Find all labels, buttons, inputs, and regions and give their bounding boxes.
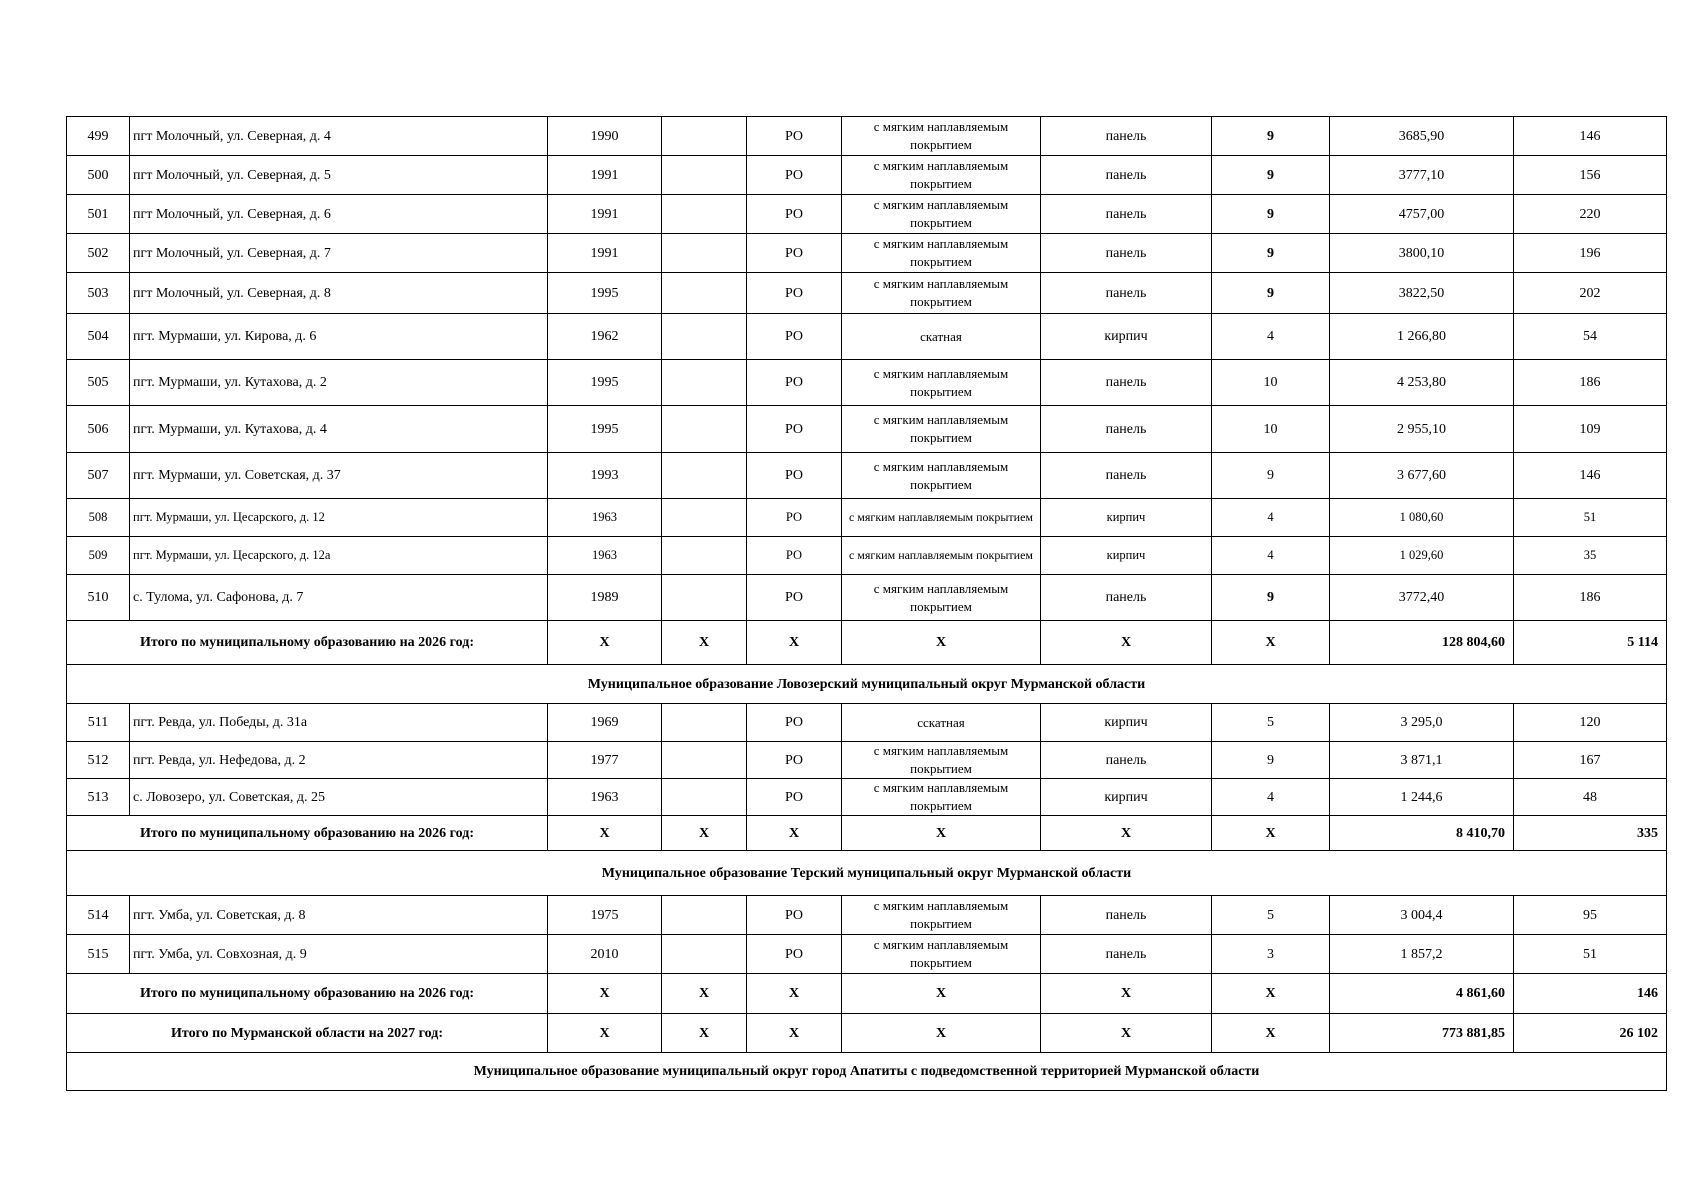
address-cell: пгт. Ревда, ул. Победы, д. 31а (130, 704, 548, 742)
area-cell: 3800,10 (1330, 234, 1514, 273)
floors-cell: 9 (1212, 453, 1330, 499)
total-area-cell: 128 804,60 (1330, 621, 1514, 665)
roof-type-cell: с мягким наплавляемым покрытием (842, 406, 1041, 453)
year-cell: 1990 (548, 117, 662, 156)
year-cell: 1995 (548, 360, 662, 406)
year-cell: 1991 (548, 234, 662, 273)
area-cell: 1 244,6 (1330, 779, 1514, 816)
total-row (67, 1014, 1667, 1053)
row-number: 514 (67, 896, 130, 935)
table-row (67, 453, 1667, 499)
section-title: Муниципальное образование Ловозерский муниципальный округ Мурманской области (67, 665, 1667, 704)
x-mark-cell: Х (662, 621, 747, 665)
residents-cell: 202 (1514, 273, 1667, 314)
residents-cell: 120 (1514, 704, 1667, 742)
empty-cell (662, 453, 747, 499)
owner-cell: РО (747, 314, 842, 360)
owner-cell: РО (747, 195, 842, 234)
total-row (67, 816, 1667, 851)
wall-material-cell: панель (1041, 935, 1212, 974)
year-cell: 1977 (548, 742, 662, 779)
address-cell: пгт. Мурмаши, ул. Кутахова, д. 4 (130, 406, 548, 453)
row-number: 501 (67, 195, 130, 234)
section-title: Муниципальное образование Терский муниципальный округ Мурманской области (67, 851, 1667, 896)
row-number: 509 (67, 537, 130, 575)
roof-type-cell: с мягким наплавляемым покрытием (842, 195, 1041, 234)
area-cell: 2 955,10 (1330, 406, 1514, 453)
section-header-row (67, 851, 1667, 896)
floors-cell: 4 (1212, 537, 1330, 575)
residents-cell: 51 (1514, 935, 1667, 974)
area-cell: 4757,00 (1330, 195, 1514, 234)
table-row (67, 360, 1667, 406)
x-mark-cell: Х (747, 974, 842, 1014)
floors-cell: 4 (1212, 499, 1330, 537)
x-mark-cell: Х (662, 974, 747, 1014)
total-row (67, 621, 1667, 665)
floors-cell: 9 (1212, 195, 1330, 234)
year-cell: 1993 (548, 453, 662, 499)
table-row (67, 779, 1667, 816)
roof-type-cell: с мягким наплавляемым покрытием (842, 499, 1041, 537)
table-row (67, 234, 1667, 273)
year-cell: 1963 (548, 499, 662, 537)
residents-cell: 54 (1514, 314, 1667, 360)
table-row (67, 195, 1667, 234)
row-number: 500 (67, 156, 130, 195)
floors-cell: 10 (1212, 360, 1330, 406)
x-mark-cell: Х (548, 816, 662, 851)
empty-cell (662, 742, 747, 779)
total-row (67, 974, 1667, 1014)
residents-cell: 146 (1514, 117, 1667, 156)
area-cell: 3 677,60 (1330, 453, 1514, 499)
empty-cell (662, 273, 747, 314)
year-cell: 1962 (548, 314, 662, 360)
wall-material-cell: панель (1041, 156, 1212, 195)
owner-cell: РО (747, 499, 842, 537)
roof-type-cell: скатная (842, 314, 1041, 360)
area-cell: 3 004,4 (1330, 896, 1514, 935)
wall-material-cell: панель (1041, 195, 1212, 234)
empty-cell (662, 195, 747, 234)
total-label: Итого по муниципальному образованию на 2026 год: (67, 974, 548, 1014)
x-mark-cell: Х (1041, 816, 1212, 851)
empty-cell (662, 314, 747, 360)
roof-type-cell: с мягким наплавляемым покрытием (842, 779, 1041, 816)
wall-material-cell: панель (1041, 234, 1212, 273)
address-cell: пгт Молочный, ул. Северная, д. 7 (130, 234, 548, 273)
owner-cell: РО (747, 453, 842, 499)
year-cell: 1991 (548, 195, 662, 234)
owner-cell: РО (747, 704, 842, 742)
year-cell: 1963 (548, 537, 662, 575)
address-cell: пгт Молочный, ул. Северная, д. 4 (130, 117, 548, 156)
owner-cell: РО (747, 742, 842, 779)
x-mark-cell: Х (1041, 621, 1212, 665)
x-mark-cell: Х (662, 816, 747, 851)
row-number: 515 (67, 935, 130, 974)
x-mark-cell: Х (1212, 621, 1330, 665)
area-cell: 3 295,0 (1330, 704, 1514, 742)
residents-cell: 146 (1514, 453, 1667, 499)
year-cell: 1963 (548, 779, 662, 816)
row-number: 512 (67, 742, 130, 779)
table-row (67, 314, 1667, 360)
wall-material-cell: кирпич (1041, 779, 1212, 816)
x-mark-cell: Х (662, 1014, 747, 1053)
floors-cell: 4 (1212, 314, 1330, 360)
section-header-row (67, 665, 1667, 704)
total-label: Итого по муниципальному образованию на 2026 год: (67, 621, 548, 665)
table-row (67, 704, 1667, 742)
year-cell: 1989 (548, 575, 662, 621)
address-cell: пгт Молочный, ул. Северная, д. 6 (130, 195, 548, 234)
floors-cell: 9 (1212, 273, 1330, 314)
empty-cell (662, 704, 747, 742)
roof-type-cell: с мягким наплавляемым покрытием (842, 453, 1041, 499)
wall-material-cell: панель (1041, 742, 1212, 779)
residents-cell: 167 (1514, 742, 1667, 779)
residents-cell: 186 (1514, 575, 1667, 621)
total-area-cell: 8 410,70 (1330, 816, 1514, 851)
row-number: 503 (67, 273, 130, 314)
row-number: 504 (67, 314, 130, 360)
floors-cell: 4 (1212, 779, 1330, 816)
area-cell: 1 857,2 (1330, 935, 1514, 974)
empty-cell (662, 117, 747, 156)
roof-type-cell: с мягким наплавляемым покрытием (842, 742, 1041, 779)
roof-type-cell: с мягким наплавляемым покрытием (842, 273, 1041, 314)
row-number: 507 (67, 453, 130, 499)
section-header-row (67, 1053, 1667, 1091)
empty-cell (662, 156, 747, 195)
x-mark-cell: Х (747, 816, 842, 851)
row-number: 506 (67, 406, 130, 453)
floors-cell: 9 (1212, 156, 1330, 195)
floors-cell: 5 (1212, 896, 1330, 935)
residents-cell: 220 (1514, 195, 1667, 234)
area-cell: 4 253,80 (1330, 360, 1514, 406)
owner-cell: РО (747, 575, 842, 621)
address-cell: пгт. Умба, ул. Советская, д. 8 (130, 896, 548, 935)
roof-type-cell: с мягким наплавляемым покрытием (842, 117, 1041, 156)
total-residents-cell: 5 114 (1514, 621, 1667, 665)
roof-type-cell: сскатная (842, 704, 1041, 742)
owner-cell: РО (747, 273, 842, 314)
row-number: 499 (67, 117, 130, 156)
year-cell: 1969 (548, 704, 662, 742)
residents-cell: 35 (1514, 537, 1667, 575)
section-title: Муниципальное образование муниципальный округ город Апатиты с подведомственной территорией Мурманской области (67, 1053, 1667, 1091)
address-cell: пгт Молочный, ул. Северная, д. 8 (130, 273, 548, 314)
x-mark-cell: Х (548, 974, 662, 1014)
floors-cell: 9 (1212, 575, 1330, 621)
wall-material-cell: кирпич (1041, 499, 1212, 537)
address-cell: пгт. Мурмаши, ул. Кутахова, д. 2 (130, 360, 548, 406)
floors-cell: 9 (1212, 742, 1330, 779)
table-row (67, 537, 1667, 575)
area-cell: 3685,90 (1330, 117, 1514, 156)
total-label: Итого по Мурманской области на 2027 год: (67, 1014, 548, 1053)
roof-type-cell: с мягким наплавляемым покрытием (842, 537, 1041, 575)
floors-cell: 10 (1212, 406, 1330, 453)
area-cell: 1 080,60 (1330, 499, 1514, 537)
table-row (67, 117, 1667, 156)
address-cell: пгт. Мурмаши, ул. Цесарского, д. 12 (130, 499, 548, 537)
wall-material-cell: панель (1041, 453, 1212, 499)
residents-cell: 156 (1514, 156, 1667, 195)
address-cell: пгт Молочный, ул. Северная, д. 5 (130, 156, 548, 195)
total-label: Итого по муниципальному образованию на 2026 год: (67, 816, 548, 851)
owner-cell: РО (747, 779, 842, 816)
area-cell: 1 266,80 (1330, 314, 1514, 360)
owner-cell: РО (747, 360, 842, 406)
wall-material-cell: кирпич (1041, 704, 1212, 742)
row-number: 511 (67, 704, 130, 742)
address-cell: пгт. Мурмаши, ул. Кирова, д. 6 (130, 314, 548, 360)
year-cell: 1995 (548, 406, 662, 453)
area-cell: 3777,10 (1330, 156, 1514, 195)
row-number: 508 (67, 499, 130, 537)
residents-cell: 186 (1514, 360, 1667, 406)
address-cell: пгт. Ревда, ул. Нефедова, д. 2 (130, 742, 548, 779)
owner-cell: РО (747, 537, 842, 575)
empty-cell (662, 575, 747, 621)
wall-material-cell: панель (1041, 117, 1212, 156)
address-cell: пгт. Мурмаши, ул. Советская, д. 37 (130, 453, 548, 499)
total-residents-cell: 146 (1514, 974, 1667, 1014)
row-number: 513 (67, 779, 130, 816)
area-cell: 3 871,1 (1330, 742, 1514, 779)
total-area-cell: 773 881,85 (1330, 1014, 1514, 1053)
roof-type-cell: с мягким наплавляемым покрытием (842, 156, 1041, 195)
total-residents-cell: 335 (1514, 816, 1667, 851)
roof-type-cell: с мягким наплавляемым покрытием (842, 234, 1041, 273)
floors-cell: 9 (1212, 234, 1330, 273)
x-mark-cell: Х (1041, 974, 1212, 1014)
empty-cell (662, 779, 747, 816)
owner-cell: РО (747, 406, 842, 453)
wall-material-cell: кирпич (1041, 537, 1212, 575)
floors-cell: 9 (1212, 117, 1330, 156)
table-row (67, 406, 1667, 453)
x-mark-cell: Х (747, 1014, 842, 1053)
x-mark-cell: Х (842, 621, 1041, 665)
table-row (67, 896, 1667, 935)
roof-type-cell: с мягким наплавляемым покрытием (842, 896, 1041, 935)
wall-material-cell: панель (1041, 360, 1212, 406)
residents-cell: 109 (1514, 406, 1667, 453)
table-row (67, 742, 1667, 779)
empty-cell (662, 234, 747, 273)
table-row (67, 499, 1667, 537)
area-cell: 3822,50 (1330, 273, 1514, 314)
x-mark-cell: Х (1212, 816, 1330, 851)
row-number: 502 (67, 234, 130, 273)
year-cell: 1995 (548, 273, 662, 314)
empty-cell (662, 935, 747, 974)
empty-cell (662, 537, 747, 575)
address-cell: пгт. Мурмаши, ул. Цесарского, д. 12а (130, 537, 548, 575)
x-mark-cell: Х (747, 621, 842, 665)
wall-material-cell: панель (1041, 273, 1212, 314)
wall-material-cell: панель (1041, 575, 1212, 621)
owner-cell: РО (747, 896, 842, 935)
residents-cell: 48 (1514, 779, 1667, 816)
wall-material-cell: панель (1041, 406, 1212, 453)
owner-cell: РО (747, 117, 842, 156)
residents-cell: 196 (1514, 234, 1667, 273)
row-number: 510 (67, 575, 130, 621)
address-cell: пгт. Умба, ул. Совхозная, д. 9 (130, 935, 548, 974)
x-mark-cell: Х (548, 621, 662, 665)
total-area-cell: 4 861,60 (1330, 974, 1514, 1014)
x-mark-cell: Х (548, 1014, 662, 1053)
x-mark-cell: Х (842, 816, 1041, 851)
floors-cell: 5 (1212, 704, 1330, 742)
wall-material-cell: панель (1041, 896, 1212, 935)
table-row (67, 156, 1667, 195)
roof-type-cell: с мягким наплавляемым покрытием (842, 575, 1041, 621)
housing-registry-table (66, 116, 1667, 1091)
empty-cell (662, 499, 747, 537)
table-row (67, 575, 1667, 621)
empty-cell (662, 406, 747, 453)
empty-cell (662, 360, 747, 406)
x-mark-cell: Х (842, 974, 1041, 1014)
owner-cell: РО (747, 156, 842, 195)
total-residents-cell: 26 102 (1514, 1014, 1667, 1053)
residents-cell: 95 (1514, 896, 1667, 935)
table-row (67, 935, 1667, 974)
x-mark-cell: Х (1041, 1014, 1212, 1053)
x-mark-cell: Х (842, 1014, 1041, 1053)
x-mark-cell: Х (1212, 1014, 1330, 1053)
roof-type-cell: с мягким наплавляемым покрытием (842, 935, 1041, 974)
owner-cell: РО (747, 935, 842, 974)
address-cell: с. Тулома, ул. Сафонова, д. 7 (130, 575, 548, 621)
area-cell: 3772,40 (1330, 575, 1514, 621)
year-cell: 2010 (548, 935, 662, 974)
roof-type-cell: с мягким наплавляемым покрытием (842, 360, 1041, 406)
year-cell: 1991 (548, 156, 662, 195)
table-row (67, 273, 1667, 314)
owner-cell: РО (747, 234, 842, 273)
row-number: 505 (67, 360, 130, 406)
area-cell: 1 029,60 (1330, 537, 1514, 575)
table-body (67, 117, 1667, 1091)
address-cell: с. Ловозеро, ул. Советская, д. 25 (130, 779, 548, 816)
floors-cell: 3 (1212, 935, 1330, 974)
wall-material-cell: кирпич (1041, 314, 1212, 360)
residents-cell: 51 (1514, 499, 1667, 537)
x-mark-cell: Х (1212, 974, 1330, 1014)
year-cell: 1975 (548, 896, 662, 935)
empty-cell (662, 896, 747, 935)
